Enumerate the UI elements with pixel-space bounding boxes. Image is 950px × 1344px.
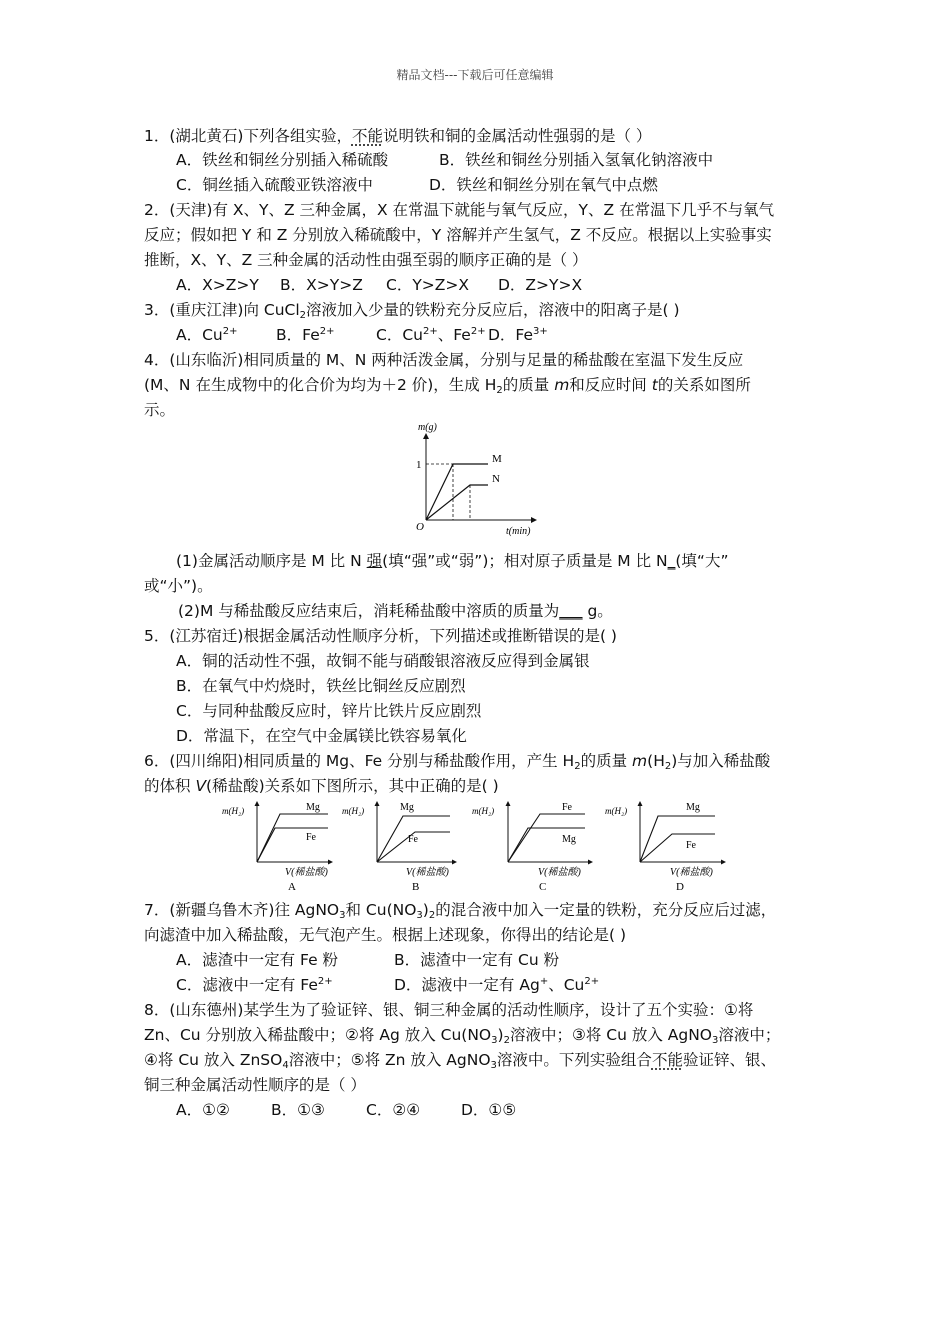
q1-options-row2 <box>176 173 658 197</box>
q4-stem-line2: (M、N 在生成物中的化合价为均为＋2 价)，生成 $H_2$的质量 m和反应时间 t的关系如图所 <box>144 376 751 396</box>
q6-c-ylabel: m(H₂) <box>472 806 495 816</box>
q6-a-ylabel: m(H₂) <box>222 806 245 816</box>
q2-option-b: B．X>Y>Z <box>280 276 363 294</box>
q5-option-b: B．在氧气中灼烧时，铁丝比铜丝反应剧烈 <box>176 677 466 695</box>
q6-a-xlabel: V(稀盐酸) <box>285 867 328 878</box>
q4-xlabel: t(min) <box>506 526 531 537</box>
q4-blank3: ___ <box>559 602 583 620</box>
q6-d-ylabel: m(H₂) <box>605 806 628 816</box>
q7-option-d: D．滤液中一定有 Ag+、$Cu^{2+}$ <box>394 976 600 994</box>
q6-b-bottom-label: Fe <box>408 834 418 845</box>
q6-a-top-label: Mg <box>306 802 320 813</box>
q4-ylabel: m(g) <box>418 422 437 433</box>
q1-options-row1 <box>176 148 713 172</box>
q1-option-c: C．铜丝插入硫酸亚铁溶液中 <box>176 176 373 194</box>
q4-ytick: 1 <box>416 459 422 471</box>
q4-sub1-line2: 或“小”)。 <box>144 577 213 595</box>
q3-stem: 3．(重庆江津)向 CuCl$_2$溶液加入少量的铁粉充分反应后，溶液中的阳离子是( ) <box>144 301 680 321</box>
q6-b-xlabel: V(稀盐酸) <box>406 867 449 878</box>
q7-options-row2 <box>176 973 599 997</box>
q4-origin: O <box>416 521 424 533</box>
q2-options <box>176 273 582 297</box>
q3-option-a: A．$Cu^{2+}$ <box>176 326 238 344</box>
q6-c-xlabel: V(稀盐酸) <box>538 867 581 878</box>
q8-options <box>176 1098 516 1122</box>
q6-c-top-label: Fe <box>562 802 572 813</box>
q6-graph-d <box>605 802 725 893</box>
q6-a-bottom-label: Fe <box>306 832 316 843</box>
q5-option-d: D．常温下，在空气中金属镁比铁容易氧化 <box>176 727 467 745</box>
q4-stem-line1: 4．(山东临沂)相同质量的 M、N 两种活泼金属，分别与足量的稀盐酸在室温下发生反应 <box>144 351 744 369</box>
q2-option-c: C．Y>Z>X <box>386 276 470 294</box>
q1-option-b: B．铁丝和铜丝分别插入氢氧化钠溶液中 <box>439 151 714 169</box>
q8-stem-line4: 铜三种金属活动性顺序的是（ ） <box>144 1076 366 1094</box>
q8-stem-line2: Zn、Cu 分别放入稀盐酸中；②将 Ag 放入 $Cu(NO_3)_2$溶液中；③将 Cu 放入 AgNO$_3$溶液中； <box>144 1026 781 1046</box>
q7-options-row1 <box>176 948 559 972</box>
q1-emphasis: 不能 <box>351 127 383 145</box>
q4-line-m <box>426 464 488 520</box>
q4-blank2: _ <box>667 552 676 570</box>
q8-option-b: B．①③ <box>271 1101 325 1119</box>
q6-a-top <box>257 814 328 862</box>
q6-b-top-label: Mg <box>400 802 414 813</box>
q1-option-a: A．铁丝和铜丝分别插入稀硫酸 <box>176 151 389 169</box>
q2-stem-line3: 推断，X、Y、Z 三种金属的活动性由强至弱的顺序正确的是（ ） <box>144 251 588 269</box>
page-header: 精品文档---下载后可任意编辑 <box>396 68 554 82</box>
q6-stem-line2: 的体积 V(稀盐酸)关系如下图所示，其中正确的是( ) <box>144 777 499 795</box>
q3-option-d: D．$Fe^{3+}$ <box>488 326 548 344</box>
q6-stem-line1: 6．(四川绵阳)相同质量的 Mg、Fe 分别与稀盐酸作用，产生 $H_2$的质量 $m(H_2)$与加入稀盐酸 <box>144 752 771 772</box>
q4-line-n <box>426 485 488 520</box>
q2-stem-line1: 2．(天津)有 X、Y、Z 三种金属，X 在常温下就能与氧气反应，Y、Z 在常温下几乎不与氧气 <box>144 201 775 219</box>
q2-stem-line2: 反应；假如把 Y 和 Z 分别放入稀硫酸中，Y 溶解并产生氢气，Z 不反应。根据以上实验事实 <box>144 226 772 244</box>
q6-graph-c <box>472 802 592 893</box>
q3-options <box>176 323 548 347</box>
q4-graph <box>408 420 548 538</box>
q6-c-bottom-label: Mg <box>562 834 576 845</box>
q6-d-bottom <box>640 834 715 862</box>
q8-emphasis: 不能 <box>651 1051 683 1069</box>
q6-b-letter: B <box>412 881 420 893</box>
q6-d-top <box>640 816 715 862</box>
q7-option-b: B．滤渣中一定有 Cu 粉 <box>394 951 560 969</box>
q2-option-d: D．Z>Y>X <box>498 276 583 294</box>
q8-stem-line1: 8．(山东德州)某学生为了验证锌、银、铜三种金属的活动性顺序，设计了五个实验：①将 <box>144 1001 754 1019</box>
q6-a-bottom <box>257 828 328 862</box>
q6-d-xlabel: V(稀盐酸) <box>670 867 713 878</box>
q1-stem: 1．(湖北黄石)下列各组实验，不能说明铁和铜的金属活动性强弱的是（ ） <box>144 127 652 145</box>
q6-graphs <box>210 794 740 898</box>
q6-a-letter: A <box>288 881 296 893</box>
q4-sub2: (2)M 与稀盐酸反应结束后，消耗稀盐酸中溶质的质量为___ g。 <box>178 602 613 620</box>
q4-label-n: N <box>492 473 500 485</box>
q5-stem: 5．(江苏宿迁)根据金属活动性顺序分析，下列描述或推断错误的是( ) <box>144 627 617 645</box>
q4-blank1: 强 <box>366 552 383 570</box>
q7-option-a: A．滤渣中一定有 Fe 粉 <box>176 951 339 969</box>
q5-option-a: A．铜的活动性不强，故铜不能与硝酸银溶液反应得到金属银 <box>176 652 590 670</box>
q6-c-letter: C <box>539 881 547 893</box>
q2-option-a: A．X>Z>Y <box>176 276 259 294</box>
q8-option-a: A．①② <box>176 1101 230 1119</box>
q4-stem-line3: 示。 <box>144 401 176 419</box>
q4-label-m: M <box>492 453 502 465</box>
q8-option-d: D．①⑤ <box>461 1101 517 1119</box>
q7-stem-line1: 7．(新疆乌鲁木齐)往 AgNO$_3$和 $Cu(NO_3)_2$的混合液中加入一定量的铁粉，充分反应后过滤， <box>144 901 777 921</box>
q6-d-top-label: Mg <box>686 802 700 813</box>
q6-d-bottom-label: Fe <box>686 840 696 851</box>
q6-graph-b <box>342 802 456 893</box>
q7-option-c: C．滤液中一定有 $Fe^{2+}$ <box>176 976 333 994</box>
q6-b-ylabel: m(H₂) <box>342 806 365 816</box>
q6-graph-a <box>222 802 332 893</box>
q5-option-c: C．与同种盐酸反应时，锌片比铁片反应剧烈 <box>176 702 482 720</box>
q8-stem-line3: ④将 Cu 放入 ZnSO$_4$溶液中；⑤将 Zn 放入 AgNO$_3$溶液中。下列实验组合不能验证锌、银、 <box>144 1051 776 1071</box>
q3-option-b: B．$Fe^{2+}$ <box>276 326 335 344</box>
q8-option-c: C．②④ <box>366 1101 421 1119</box>
q7-stem-line2: 向滤渣中加入稀盐酸，无气泡产生。根据上述现象，你得出的结论是( ) <box>144 926 627 944</box>
q6-d-letter: D <box>676 881 684 893</box>
q3-option-c: C．$Cu^{2+}$、$Fe^{2+}$ <box>376 326 486 344</box>
q1-option-d: D．铁丝和铜丝分别在氧气中点燃 <box>429 176 658 194</box>
q4-sub1-line1: (1)金属活动顺序是 M 比 N 强(填“强”或“弱”)；相对原子质量是 M 比 N_(填“大” <box>176 552 729 570</box>
